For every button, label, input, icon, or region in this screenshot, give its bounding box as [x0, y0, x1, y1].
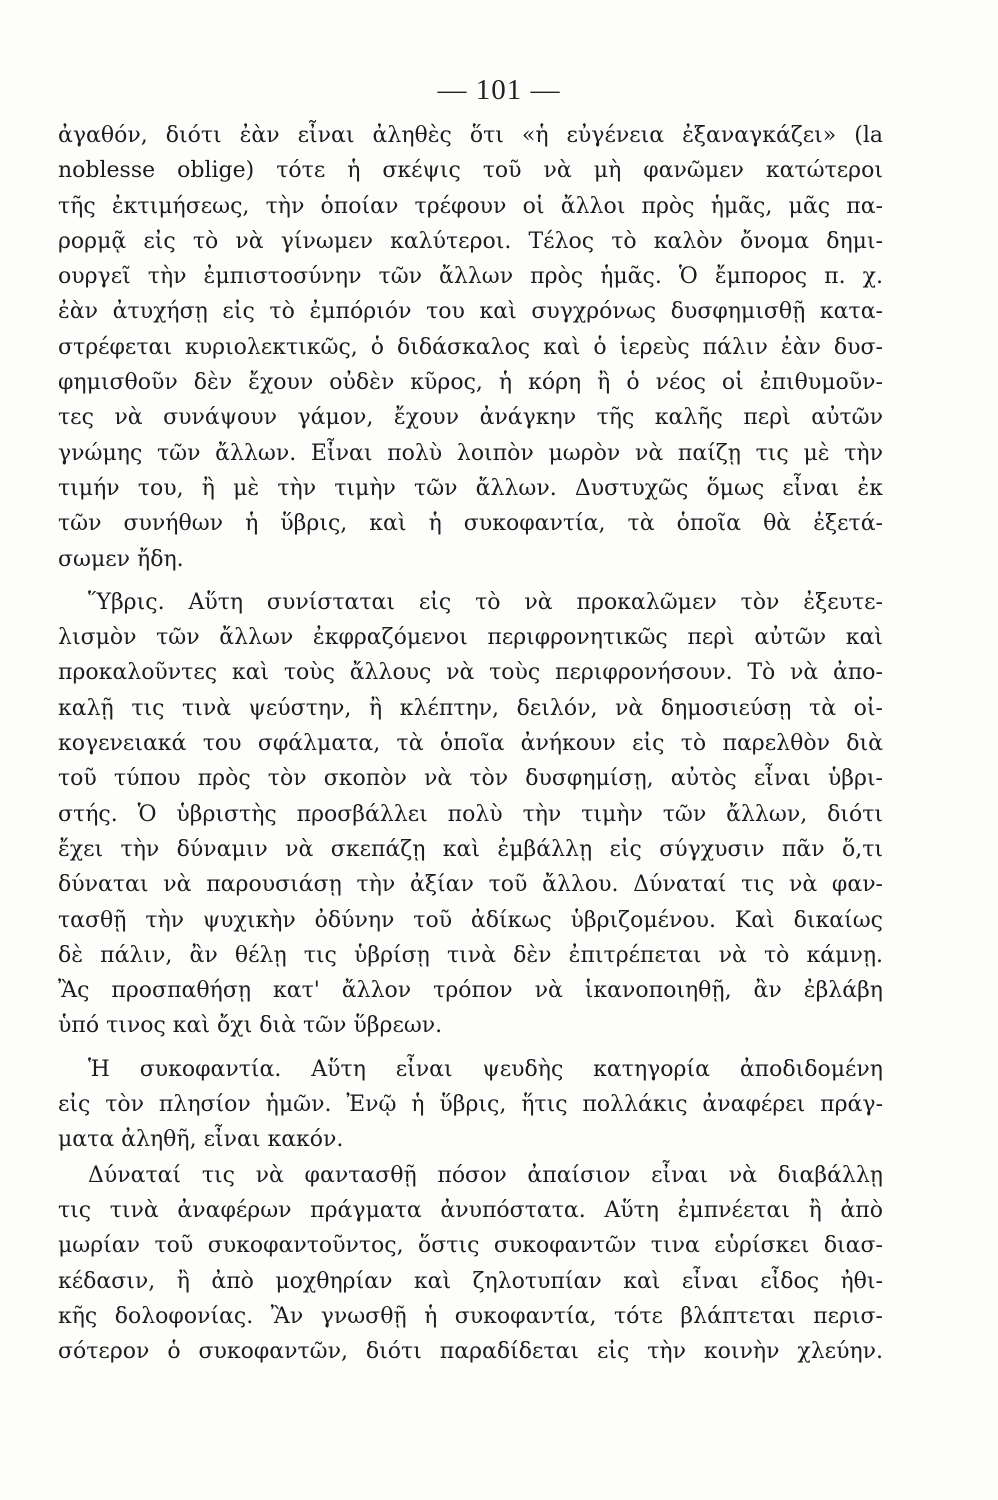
text-line: κῆς δολοφονίας. Ἂν γνωσθῇ ἡ συκοφαντία, τότε βλάπτεται περισ-	[58, 1303, 883, 1329]
text-line: τοῦ τύπου πρὸς τὸν σκοπὸν νὰ τὸν δυσφημίσῃ, αὐτὸς εἶναι ὑβρι-	[58, 766, 883, 792]
text-line: γνώμης τῶν ἄλλων. Εἶναι πολὺ λοιπὸν μωρὸν νὰ παίζῃ τις μὲ τὴν	[58, 440, 883, 466]
text-line: εἰς τὸν πλησίον ἡμῶν. Ἐνῷ ἡ ὕβρις, ἥτις πολλάκις ἀναφέρει πράγ-	[58, 1092, 883, 1118]
text-line: τες νὰ συνάψουν γάμον, ἔχουν ἀνάγκην τῆς καλῆς περὶ αὐτῶν	[58, 405, 883, 431]
text-line: τῶν συνήθων ἡ ὕβρις, καὶ ἡ συκοφαντία, τὰ ὁποῖα θὰ ἐξετά-	[58, 511, 883, 537]
text-line: σωμεν ἤδη.	[58, 546, 184, 572]
text-line: ἐὰν ἀτυχήσῃ εἰς τὸ ἐμπόριόν του καὶ συγχρόνως δυσφημισθῇ κατα-	[58, 299, 883, 325]
text-line: ματα ἀληθῆ, εἶναι κακόν.	[58, 1127, 344, 1153]
text-line: ἀγαθόν, διότι ἐὰν εἶναι ἀληθὲς ὅτι «ἡ εὐγένεια ἐξαναγκάζει» (la	[58, 123, 883, 148]
paragraph-start-sykophantia: Ἡ συκοφαντία. Αὕτη εἶναι ψευδὴς κατηγορία ἀποδιδομένη	[88, 1056, 883, 1082]
text-line: ρορμᾷ εἰς τὸ νὰ γίνωμεν καλύτεροι. Τέλος τὸ καλὸν ὄνομα δημι-	[58, 228, 883, 254]
text-line: κέδασιν, ἢ ἀπὸ μοχθηρίαν καὶ ζηλοτυπίαν καὶ εἶναι εἶδος ἠθι-	[58, 1268, 883, 1294]
text-line: στρέφεται κυριολεκτικῶς, ὁ διδάσκαλος καὶ ὁ ἱερεὺς πάλιν ἐὰν δυσ-	[58, 334, 883, 360]
text-line: τῆς ἐκτιμήσεως, τὴν ὁποίαν τρέφουν οἱ ἄλλοι πρὸς ἡμᾶς, μᾶς πα-	[58, 193, 883, 219]
text-line: προκαλοῦντες καὶ τοὺς ἄλλους νὰ τοὺς περιφρονήσουν. Τὸ νὰ ἀπο-	[58, 660, 883, 686]
text-line: ουργεῖ τὴν ἐμπιστοσύνην τῶν ἄλλων πρὸς ἡμᾶς. Ὁ ἔμπορος π. χ.	[58, 264, 883, 290]
text-line: τασθῇ τὴν ψυχικὴν ὀδύνην τοῦ ἀδίκως ὑβριζομένου. Καὶ δικαίως	[58, 907, 883, 933]
text-line: μωρίαν τοῦ συκοφαντοῦντος, ὅστις συκοφαντῶν τινα εὑρίσκει διασ-	[58, 1233, 883, 1259]
text-line: noblesse oblige) τότε ἡ σκέψις τοῦ νὰ μὴ φανῶμεν κατώτεροι	[58, 158, 883, 184]
text-line: τις τινὰ ἀναφέρων πράγματα ἀνυπόστατα. Αὕτη ἐμπνέεται ἢ ἀπὸ	[58, 1197, 883, 1223]
text-line: ἔχει τὴν δύναμιν νὰ σκεπάζῃ καὶ ἐμβάλλῃ εἰς σύγχυσιν πᾶν ὅ,τι	[58, 836, 883, 862]
text-line: Ἂς προσπαθήσῃ κατ' ἄλλον τρόπον νὰ ἱκανοποιηθῇ, ἂν ἐβλάβη	[58, 978, 883, 1004]
paragraph-start: Δύναταί τις νὰ φαντασθῇ πόσον ἀπαίσιον εἶναι νὰ διαβάλλῃ	[88, 1162, 883, 1188]
text-line: καλῇ τις τινὰ ψεύστην, ἢ κλέπτην, δειλόν, νὰ δημοσιεύσῃ τὰ οἰ-	[58, 695, 883, 721]
text-line: ὑπό τινος καὶ ὄχι διὰ τῶν ὕβρεων.	[58, 1013, 443, 1039]
text-line: σότερον ὁ συκοφαντῶν, διότι παραδίδεται εἰς τὴν κοινὴν χλεύην.	[58, 1339, 883, 1365]
text-line: λισμὸν τῶν ἄλλων ἐκφραζόμενοι περιφρονητικῶς περὶ αὐτῶν καὶ	[58, 625, 883, 651]
text-line: στής. Ὁ ὑβριστὴς προσβάλλει πολὺ τὴν τιμὴν τῶν ἄλλων, διότι	[58, 801, 883, 827]
text-line: τιμήν του, ἢ μὲ τὴν τιμὴν τῶν ἄλλων. Δυστυχῶς ὅμως εἶναι ἐκ	[58, 475, 883, 501]
body-text	[58, 118, 883, 1369]
page-number: — 101 —	[437, 74, 561, 106]
text-line: δὲ πάλιν, ἂν θέλῃ τις ὑβρίσῃ τινὰ δὲν ἐπιτρέπεται νὰ τὸ κάμνῃ.	[58, 942, 883, 968]
text-line: φημισθοῦν δὲν ἔχουν οὐδὲν κῦρος, ἡ κόρη ἢ ὁ νέος οἱ ἐπιθυμοῦν-	[58, 370, 883, 396]
paragraph-start-hybris: Ὕβρις. Αὕτη συνίσταται εἰς τὸ νὰ προκαλῶμεν τὸν ἐξευτε-	[88, 589, 883, 615]
text-line: δύναται νὰ παρουσιάσῃ τὴν ἀξίαν τοῦ ἄλλου. Δύναταί τις νὰ φαν-	[58, 872, 883, 898]
text-line: κογενειακά του σφάλματα, τὰ ὁποῖα ἀνήκουν εἰς τὸ παρελθὸν διὰ	[58, 731, 883, 757]
